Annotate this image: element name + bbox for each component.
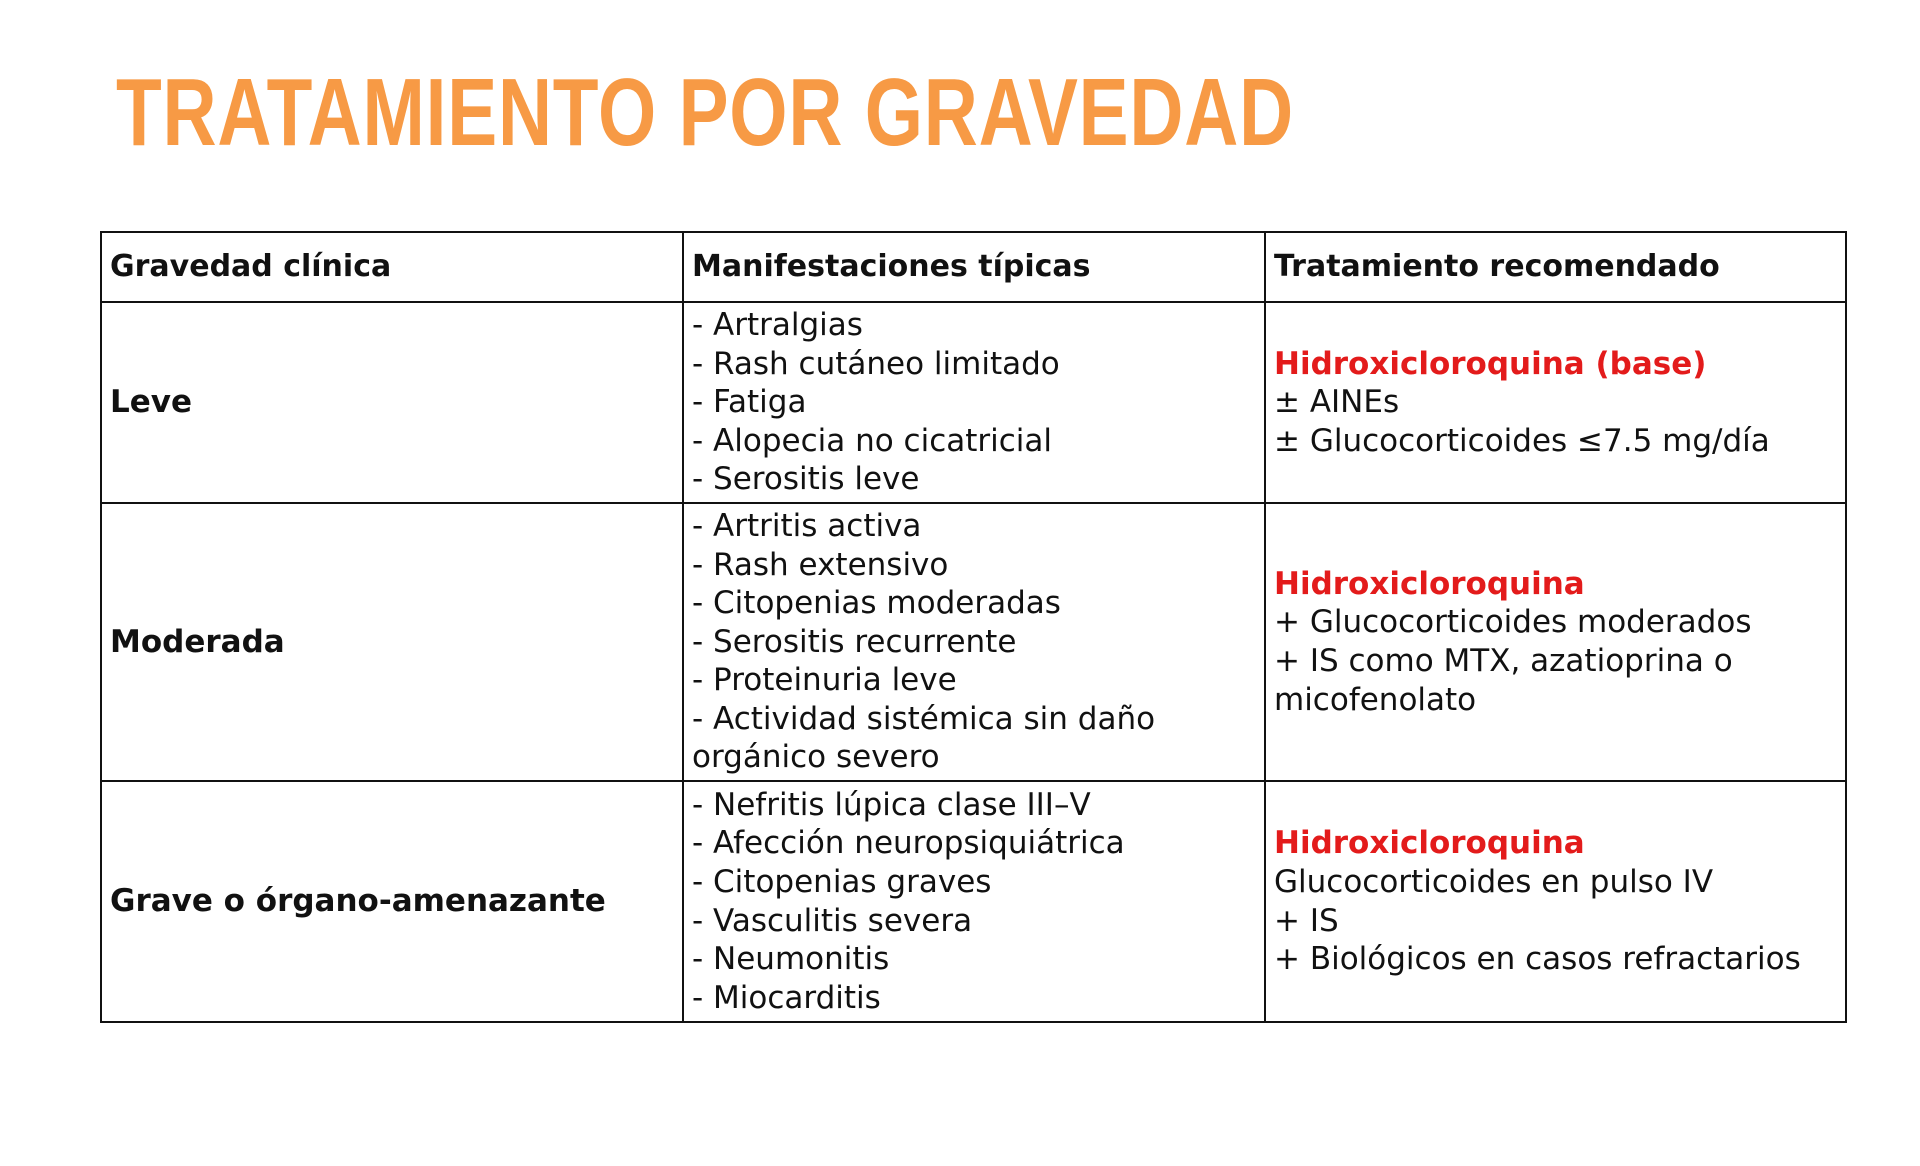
header-treatment: Tratamiento recomendado xyxy=(1265,232,1846,302)
treatment-item: + IS xyxy=(1274,902,1339,939)
manifestation-item: - Proteinuria leve xyxy=(692,662,957,699)
table-row xyxy=(101,781,1846,1022)
drug-name: Hidroxicloroquina xyxy=(1274,565,1585,602)
header-manifestations: Manifestaciones típicas xyxy=(683,232,1265,302)
manifestation-item: - Nefritis lúpica clase III–V xyxy=(692,786,1091,823)
manifestation-item: - Alopecia no cicatricial xyxy=(692,422,1053,459)
manifestation-item: - Afección neuropsiquiátrica xyxy=(692,825,1125,862)
manifestation-item: - Citopenias moderadas xyxy=(692,585,1061,622)
treatment-item: + IS como MTX, azatioprina o micofenolato xyxy=(1274,643,1733,718)
manifestation-item: - Artralgias xyxy=(692,307,863,344)
manifestations-cell xyxy=(683,302,1265,503)
treatment-cell xyxy=(1265,302,1846,503)
severity-cell: Moderada xyxy=(101,503,683,781)
manifestation-item: - Neumonitis xyxy=(692,941,890,978)
manifestation-item: - Serositis recurrente xyxy=(692,623,1017,660)
table-header-row xyxy=(101,232,1846,302)
header-severity: Gravedad clínica xyxy=(101,232,683,302)
manifestation-item: - Miocarditis xyxy=(692,979,881,1016)
treatment-item: ± Glucocorticoides ≤7.5 mg/día xyxy=(1274,422,1770,459)
manifestation-item: - Rash cutáneo limitado xyxy=(692,345,1060,382)
drug-name: Hidroxicloroquina (base) xyxy=(1274,345,1707,382)
treatment-item: + Glucocorticoides moderados xyxy=(1274,604,1752,641)
table-row xyxy=(101,302,1846,503)
manifestation-item: - Actividad sistémica sin daño orgánico severo xyxy=(692,700,1156,776)
manifestations-cell xyxy=(683,781,1265,1022)
treatment-item: Glucocorticoides en pulso IV xyxy=(1274,863,1714,900)
table-row xyxy=(101,503,1846,781)
manifestation-item: - Artritis activa xyxy=(692,507,922,544)
manifestation-item: - Vasculitis severa xyxy=(692,902,973,939)
treatment-cell xyxy=(1265,781,1846,1022)
treatment-cell xyxy=(1265,503,1846,781)
severity-cell: Grave o órgano-amenazante xyxy=(101,781,683,1022)
page-title: TRATAMIENTO POR GRAVEDAD xyxy=(116,59,1294,166)
manifestations-cell xyxy=(683,503,1265,781)
severity-treatment-table xyxy=(100,231,1847,1023)
treatment-item: ± AINEs xyxy=(1274,384,1400,421)
manifestation-item: - Citopenias graves xyxy=(692,863,992,900)
severity-cell: Leve xyxy=(101,302,683,503)
manifestation-item: - Fatiga xyxy=(692,384,807,421)
manifestation-item: - Serositis leve xyxy=(692,461,920,498)
treatment-item: + Biológicos en casos refractarios xyxy=(1274,941,1801,978)
manifestation-item: - Rash extensivo xyxy=(692,546,949,583)
drug-name: Hidroxicloroquina xyxy=(1274,825,1585,862)
